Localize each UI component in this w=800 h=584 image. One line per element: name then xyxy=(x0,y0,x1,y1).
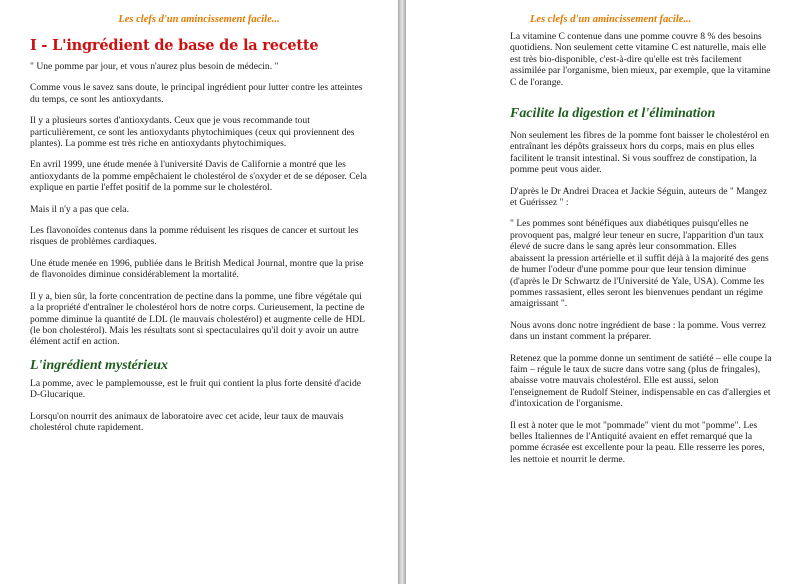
right-page xyxy=(406,0,800,584)
paragraph: Non seulement les fibres de la pomme font baisser le cholestérol en entraînant les dépôts graisseux hors du corps, mais en plus elles facilitent le transit intestinal. Si vous souffrez de constipation, la pomme peut vous aider. xyxy=(510,130,770,176)
paragraph: Une étude menée en 1996, publiée dans le British Medical Journal, montre que la prise de flavonoïdes diminue considérablement la mortalité. xyxy=(30,257,364,281)
paragraph: La pomme, avec le pamplemousse, est le fruit qui contient la plus forte densité d'acide D-Glucarique. xyxy=(30,377,362,401)
section-title-mysterious: L'ingrédient mystérieux xyxy=(30,357,169,373)
paragraph: Nous avons donc notre ingrédient de base : la pomme. Vous verrez dans un instant comment la préparer. xyxy=(510,319,766,343)
paragraph: Il est à noter que le mot "pommade" vient du mot "pomme". Les belles Italiennes de l'Antiquité avaient en effet remarqué que la pomme écrasée est excellente pour la peau. Elle resserre les pores, les nettoie et nourrit le derme. xyxy=(510,419,765,465)
paragraph: D'après le Dr Andrei Dracea et Jackie Séguin, auteurs de " Mangez et Guérissez " : xyxy=(510,185,768,209)
paragraph: Les flavonoïdes contenus dans la pomme réduisent les risques de cancer et surtout les risques de problèmes cardiaques. xyxy=(30,225,359,248)
page-gutter xyxy=(398,0,406,584)
paragraph: " Une pomme par jour, et vous n'aurez plus besoin de médecin. " xyxy=(30,61,279,72)
paragraph: Il y a plusieurs sortes d'antioxydants. Ceux que je vous recommande tout particulièrement, ce sont les antioxydants phytochimiques (ceux qui proviennent des plantes). La pomme est très riche en antioxydants phytochimiques. xyxy=(30,115,355,150)
section-title-digestion: Facilite la digestion et l'élimination xyxy=(510,106,716,122)
left-page xyxy=(0,0,398,584)
paragraph: Lorsqu'on nourrit des animaux de laboratoire avec cet acide, leur taux de mauvais cholestérol chute rapidement. xyxy=(30,410,344,433)
paragraph: Retenez que la pomme donne un sentiment de satiété – elle coupe la faim – régule le taux de sucre dans votre sang (plus de fringales), abaisse votre mauvais cholestérol. Elle est aussi, selon l'enseignement de Rudolf Steiner, indispensable en cas d'allergies et d'intoxication de l'organisme. xyxy=(510,352,772,410)
running-head-right: Les clefs d'un amincissement facile... xyxy=(530,14,692,25)
chapter-title: I - L'ingrédient de base de la recette xyxy=(30,37,319,54)
paragraph: En avril 1999, une étude menée à l'université Davis de Californie a montré que les antioxydants de la pomme empêchaient le cholestérol de s'oxyder et de se déposer. Cela explique en partie l'effet positif de la pomme sur le cholestérol. xyxy=(30,159,367,194)
paragraph: Il y a, bien sûr, la forte concentration de pectine dans la pomme, une fibre végétale qui a la propriété d'entraîner le cholestérol hors de notre corps. Curieusement, la pectine de pomme diminue la quantité de LDL (le mauvais cholestérol) et augmente celle de HDL (le bon cholestérol). Mais les résultats sont si spectaculaires qu'il doit y avoir un autre élément actif en action. xyxy=(30,290,365,348)
paragraph: La vitamine C contenue dans une pomme couvre 8 % des besoins quotidiens. Non seulement cette vitamine C est naturelle, mais elle est très bio-disponible, c'est-à-dire qu'elle est très facilement assimilée par l'organisme, bien mieux, par exemple, que la vitamine C de l'orange. xyxy=(510,31,771,88)
paragraph: Mais il n'y a pas que cela. xyxy=(30,203,129,215)
paragraph: Comme vous le savez sans doute, le principal ingrédient pour lutter contre les atteintes du temps, ce sont les antioxydants. xyxy=(30,82,363,105)
paragraph: " Les pommes sont bénéfiques aux diabétiques puisqu'elles ne provoquent pas, malgré leur teneur en sucre, l'apparition d'un taux élevé de sucre dans le sang après leur consommation. Elles abaissent la pression artérielle et il suffit déjà à la majorité des gens de humer l'odeur d'une pomme pour que leur tension diminue (d'après le Dr Schwartz de l'Université de Yale, USA). Comme les pommes rassasient, elles seront les bienvenues pendant un régime amaigrissant ". xyxy=(510,218,769,310)
running-head-left: Les clefs d'un amincissement facile... xyxy=(118,14,280,25)
